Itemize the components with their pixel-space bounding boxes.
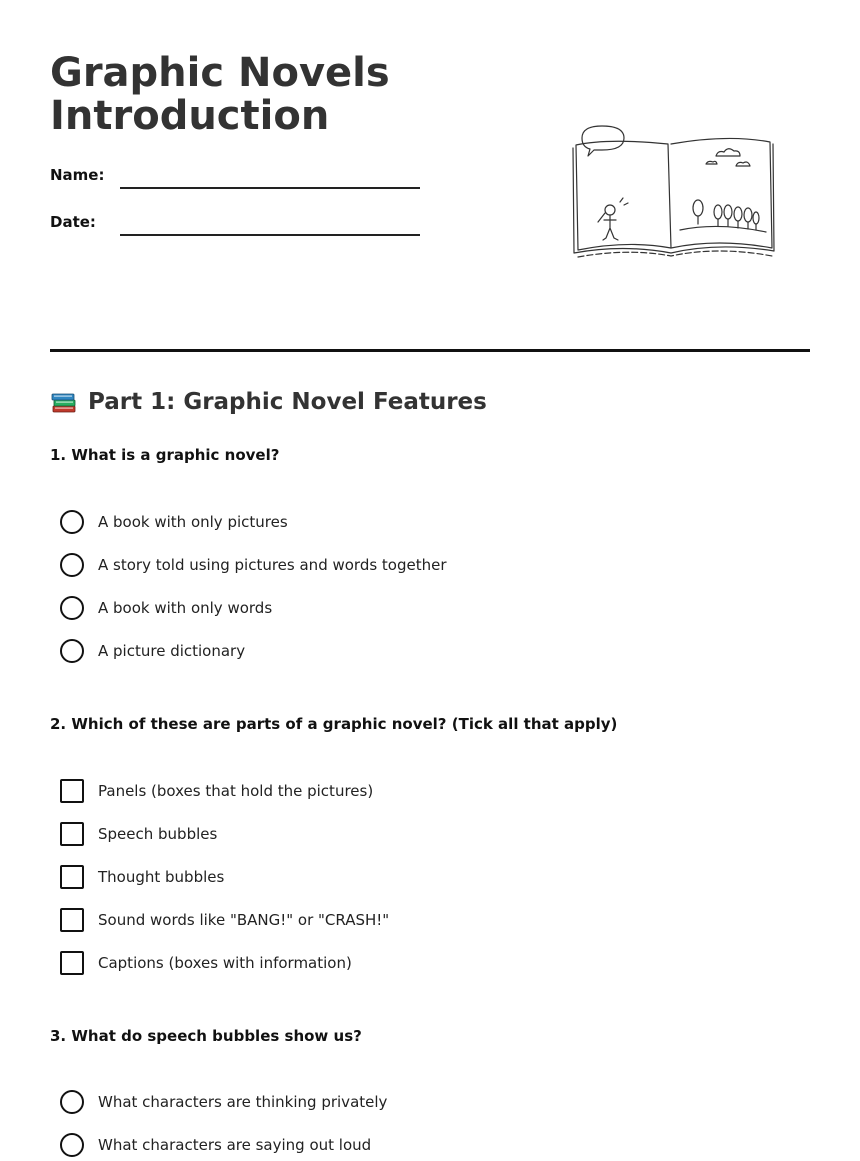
radio-button[interactable] <box>60 596 84 620</box>
option-label: A picture dictionary <box>98 642 246 660</box>
q2-option-5[interactable] <box>60 950 352 976</box>
q3-option-2[interactable] <box>60 1132 371 1158</box>
option-label: Thought bubbles <box>98 868 225 886</box>
name-label: Name: <box>50 166 105 184</box>
radio-button[interactable] <box>60 510 84 534</box>
page-title <box>50 52 450 138</box>
title-line-2: Introduction <box>50 93 330 139</box>
name-field[interactable] <box>120 187 420 189</box>
q2-option-1[interactable] <box>60 778 373 804</box>
question-2: 2. Which of these are parts of a graphic novel? (Tick all that apply) <box>50 715 618 733</box>
question-3: 3. What do speech bubbles show us? <box>50 1027 362 1045</box>
checkbox[interactable] <box>60 951 84 975</box>
option-label: Captions (boxes with information) <box>98 954 352 972</box>
option-label: Sound words like "BANG!" or "CRASH!" <box>98 911 390 929</box>
radio-button[interactable] <box>60 1133 84 1157</box>
option-label: A book with only words <box>98 599 273 617</box>
section-title-part-1 <box>50 388 487 416</box>
option-label: A book with only pictures <box>98 513 288 531</box>
q2-option-4[interactable] <box>60 907 389 933</box>
checkbox[interactable] <box>60 865 84 889</box>
radio-button[interactable] <box>60 553 84 577</box>
question-1: 1. What is a graphic novel? <box>50 446 280 464</box>
q1-option-4[interactable] <box>60 638 245 664</box>
section-divider <box>50 349 810 352</box>
option-label: What characters are saying out loud <box>98 1136 372 1154</box>
radio-button[interactable] <box>60 1090 84 1114</box>
section-title-text: Part 1: Graphic Novel Features <box>88 389 487 415</box>
option-label: Speech bubbles <box>98 825 218 843</box>
option-label: A story told using pictures and words together <box>98 556 447 574</box>
title-line-1: Graphic Novels <box>50 50 390 96</box>
checkbox[interactable] <box>60 822 84 846</box>
radio-button[interactable] <box>60 639 84 663</box>
checkbox[interactable] <box>60 779 84 803</box>
option-label: Panels (boxes that hold the pictures) <box>98 782 374 800</box>
open-book-illustration <box>568 120 778 260</box>
q2-option-2[interactable] <box>60 821 217 847</box>
checkbox[interactable] <box>60 908 84 932</box>
q1-option-2[interactable] <box>60 552 447 578</box>
q1-option-1[interactable] <box>60 509 288 535</box>
q2-option-3[interactable] <box>60 864 224 890</box>
q3-option-1[interactable] <box>60 1089 387 1115</box>
option-label: What characters are thinking privately <box>98 1093 388 1111</box>
date-field[interactable] <box>120 234 420 236</box>
books-icon <box>50 388 78 416</box>
date-label: Date: <box>50 213 96 231</box>
q1-option-3[interactable] <box>60 595 272 621</box>
